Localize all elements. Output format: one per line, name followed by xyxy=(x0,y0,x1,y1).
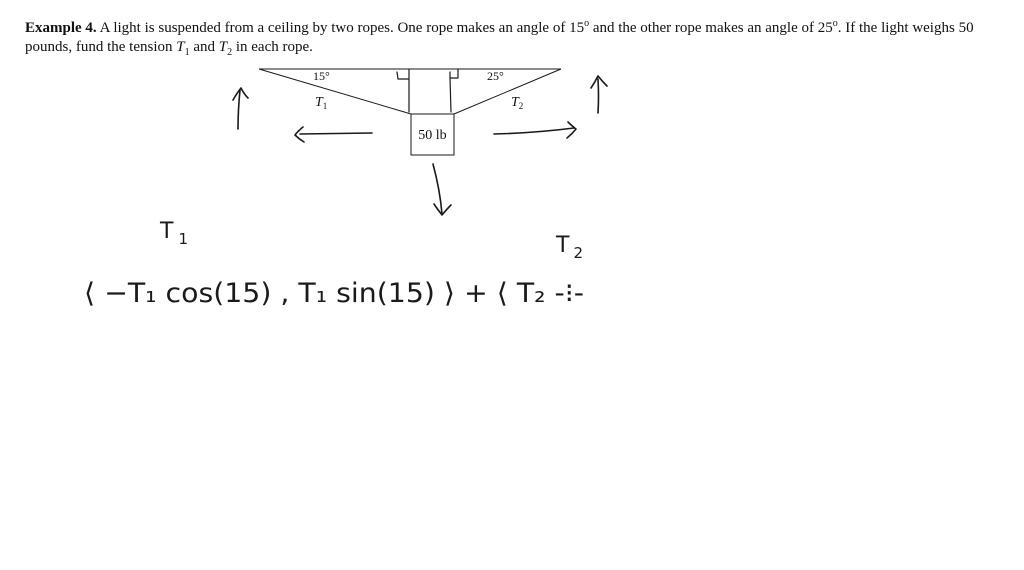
handwritten-t1-symbol: T xyxy=(160,219,174,244)
problem-text-part-1: A light is suspended from a ceiling by two ropes. One rope makes an angle of 15 xyxy=(96,20,585,36)
t1-subscript: 1 xyxy=(184,47,190,58)
arrow-up-left xyxy=(233,88,248,129)
handwritten-t1 xyxy=(159,219,188,248)
problem-text-and: and xyxy=(189,39,219,55)
arrow-right xyxy=(494,122,576,138)
arrow-down xyxy=(433,164,451,215)
tension-right-label xyxy=(511,95,523,111)
t2-symbol: T xyxy=(218,39,228,55)
angle-left-label: 15° xyxy=(313,69,330,83)
angle-right-label: 25° xyxy=(487,69,504,83)
rope-left xyxy=(259,69,411,114)
right-angle-mark-left xyxy=(397,69,409,112)
handwritten-t1-subscript: 1 xyxy=(178,230,188,248)
t2-subscript: 2 xyxy=(227,47,233,58)
handwritten-equation: ⟨ −T₁ cos(15) , T₁ sin(15) ⟩ + ⟨ T₂ -⁝- xyxy=(84,278,584,309)
degree-mark-1: o xyxy=(584,18,590,29)
arrow-left xyxy=(295,127,372,142)
tension-left-label xyxy=(315,95,327,111)
t1-symbol: T xyxy=(176,39,185,55)
weight-label: 50 lb xyxy=(418,128,447,143)
example-label: Example 4. xyxy=(25,20,97,36)
handwritten-t2-symbol: T xyxy=(556,233,570,258)
right-angle-mark-right xyxy=(450,69,458,112)
tension-right-subscript: 2 xyxy=(518,101,524,111)
arrow-up-right xyxy=(591,76,607,113)
handwritten-t2-subscript: 2 xyxy=(573,244,583,262)
handwritten-t2 xyxy=(555,233,583,262)
degree-mark-2: o xyxy=(832,18,838,29)
tension-left-subscript: 1 xyxy=(322,101,328,111)
tension-left-symbol: T xyxy=(315,95,323,110)
tension-right-symbol: T xyxy=(511,95,519,110)
problem-text-part-2: and the other rope makes an angle of 25 xyxy=(589,20,833,36)
problem-text-part-3: . If the light weighs 50 pounds, fund the tension xyxy=(25,20,974,55)
problem-text-part-4: in each rope. xyxy=(232,39,313,55)
rope-right xyxy=(454,69,561,114)
